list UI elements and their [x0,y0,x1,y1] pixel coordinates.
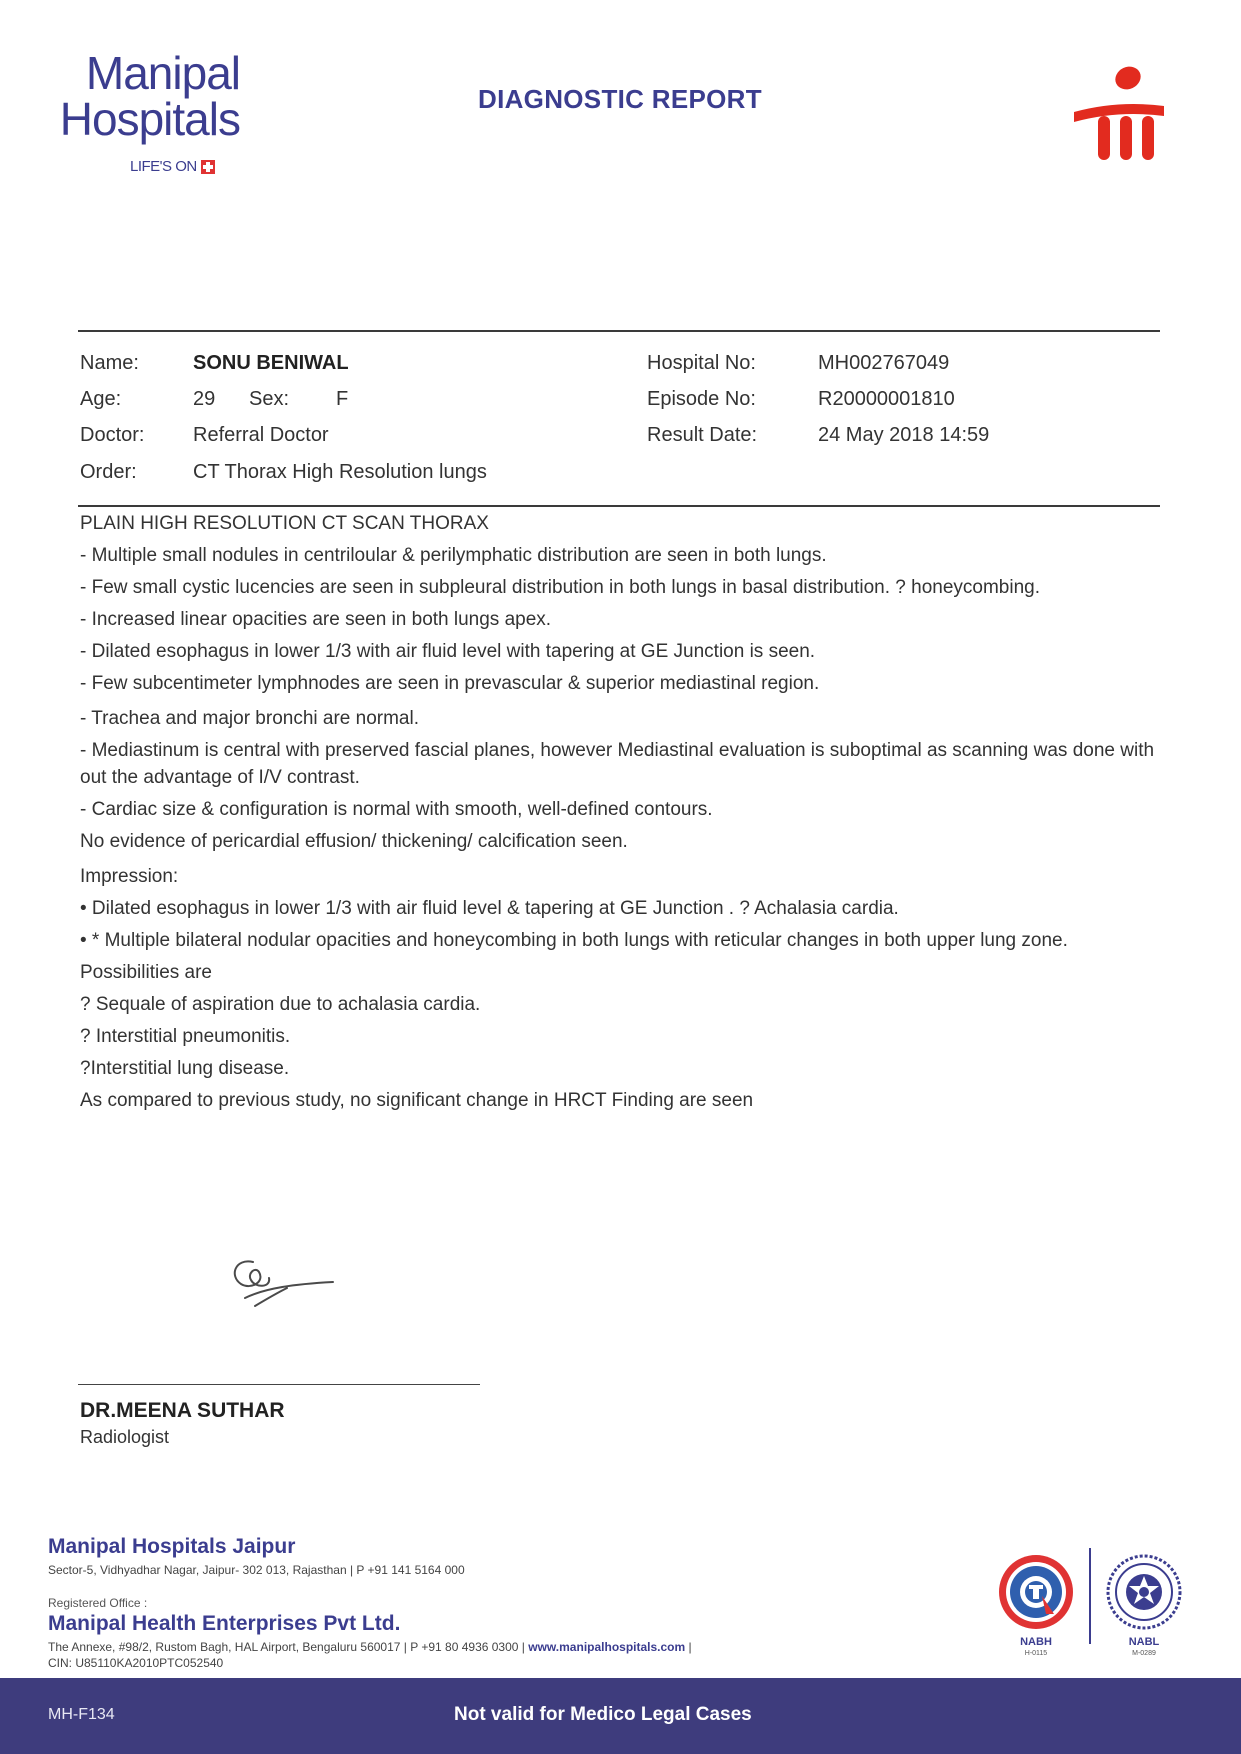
footer-hospital-address: Sector-5, Vidhyadhar Nagar, Jaipur- 302 013, Rajasthan | P +91 141 5164 000 [48,1563,465,1577]
footer-registered-label: Registered Office : [48,1596,148,1610]
finding-3: - Increased linear opacities are seen in both lungs apex. [80,609,552,630]
legal-disclaimer: Not valid for Medico Legal Cases [454,1704,752,1725]
radiologist-name: DR.MEENA SUTHAR [80,1399,285,1422]
footer-registered-address [48,1640,692,1654]
logo-line-1: Manipal [85,47,240,99]
annexe-end: | [688,1640,692,1654]
nabl-label: NABL [1128,1636,1160,1648]
result-date: 24 May 2018 14:59 [818,424,990,446]
possibilities-label: Possibilities are [80,962,212,983]
doctor-label: Doctor: [80,424,145,446]
finding-5: - Few subcentimeter lymphnodes are seen in prevascular & superior mediastinal region. [80,673,820,694]
possibility-1: ? Sequale of aspiration due to achalasia cardia. [80,994,481,1015]
hospital-logo [50,47,240,145]
logo-line-2: Hospitals [59,93,240,145]
comparison-note: As compared to previous study, no significant change in HRCT Finding are seen [80,1090,754,1111]
finding-7: - Mediastinum is central with preserved fascial planes, however Mediastinal evaluation is suboptimal as scanning was done with out the advantage of I/V contrast. [80,740,1155,788]
order-value: CT Thorax High Resolution lungs [193,461,487,483]
patient-name: SONU BENIWAL [193,352,349,374]
nabh-badge-icon [996,1552,1076,1632]
impression-label: Impression: [80,866,179,887]
middle-rule [78,505,1160,507]
handwritten-signature-icon [225,1248,345,1318]
finding-4: - Dilated esophagus in lower 1/3 with air fluid level with tapering at GE Junction is seen. [80,641,816,662]
report-body [80,510,1160,1114]
form-code: MH-F134 [48,1706,115,1723]
tagline-text: LIFE'S ON [130,158,197,175]
nabl-badge-icon [1104,1552,1184,1632]
finding-6: - Trachea and major bronchi are normal. [80,708,419,729]
signature-line [78,1384,480,1385]
footer-hospital-name: Manipal Hospitals Jaipur [48,1535,296,1558]
episode-no: R20000001810 [818,388,955,410]
manipal-brand-mark-icon [1068,64,1168,176]
footer-cin: CIN: U85110KA2010PTC052540 [48,1656,224,1670]
nabl-code: M-0289 [1132,1650,1156,1657]
patient-age: 29 [193,388,216,410]
report-title: DIAGNOSTIC REPORT [478,84,762,114]
red-cross-icon [201,160,215,174]
radiologist-role: Radiologist [80,1427,170,1447]
hospital-no: MH002767049 [818,352,950,374]
impression-2: • * Multiple bilateral nodular opacities and honeycombing in both lungs with reticular changes in both upper lung zone. [80,930,1068,951]
episode-no-label: Episode No: [647,388,756,410]
sex-label: Sex: [249,388,290,410]
hospital-no-label: Hospital No: [647,352,756,374]
footer-enterprise-name: Manipal Health Enterprises Pvt Ltd. [48,1612,401,1635]
report-heading: PLAIN HIGH RESOLUTION CT SCAN THORAX [80,513,489,534]
annexe-address: The Annexe, #98/2, Rustom Bagh, HAL Airport, Bengaluru 560017 | P +91 80 4936 0300 | [48,1640,525,1654]
footer-bar [0,1678,1241,1754]
possibility-3: ?Interstitial lung disease. [80,1058,290,1079]
age-label: Age: [80,388,122,410]
order-label: Order: [80,461,137,483]
finding-8: - Cardiac size & configuration is normal with smooth, well-defined contours. [80,799,713,820]
nabh-label: NABH [1020,1636,1052,1648]
name-label: Name: [80,352,139,374]
top-rule [78,330,1160,332]
finding-2: - Few small cystic lucencies are seen in subpleural distribution in both lungs in basal distribution. ? honeycombing. [80,577,1041,598]
possibility-2: ? Interstitial pneumonitis. [80,1026,291,1047]
referring-doctor: Referral Doctor [193,424,329,446]
website-link[interactable]: www.manipalhospitals.com [528,1640,686,1654]
impression-1: • Dilated esophagus in lower 1/3 with air fluid level & tapering at GE Junction . ? Achalasia cardia. [80,898,899,919]
finding-1: - Multiple small nodules in centriloular & perilymphatic distribution are seen in both lungs. [80,545,827,566]
result-date-label: Result Date: [647,424,758,446]
finding-9: No evidence of pericardial effusion/ thickening/ calcification seen. [80,831,628,852]
nabh-code: H-0115 [1024,1650,1048,1657]
logo-tagline [130,158,215,175]
badge-divider [1089,1548,1091,1644]
patient-sex: F [336,388,349,410]
